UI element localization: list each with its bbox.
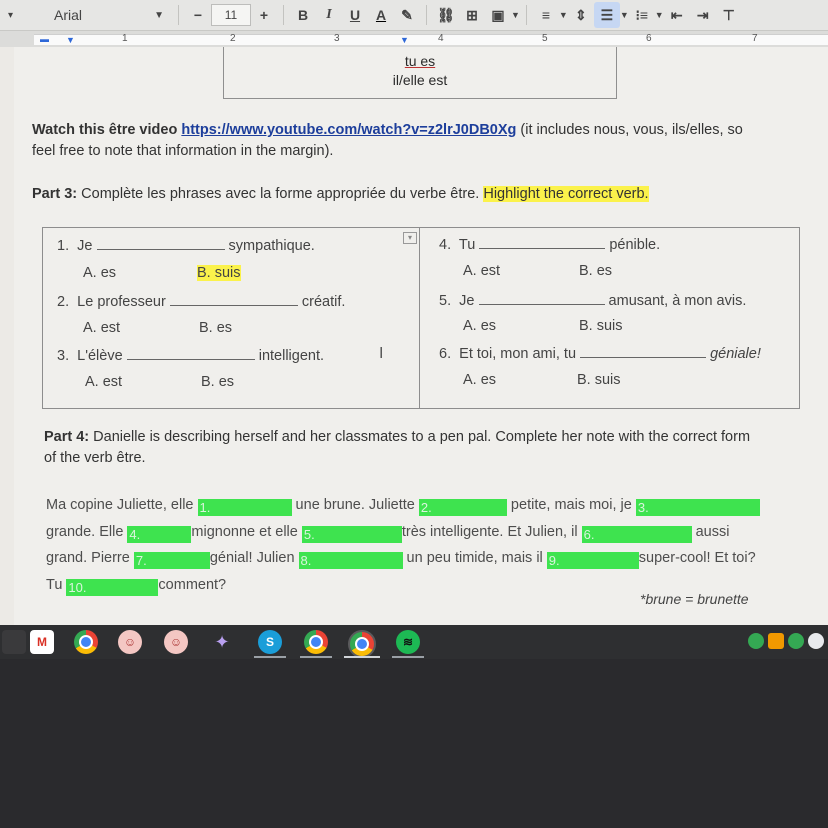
table-divider — [419, 228, 420, 408]
chevron-down-icon[interactable]: ▼ — [619, 10, 629, 20]
highlight-pen-icon[interactable]: ✎ — [401, 6, 413, 23]
skype-icon[interactable]: S — [258, 630, 282, 654]
question-suffix: intelligent. — [258, 348, 325, 364]
choice-a[interactable]: A. est — [83, 320, 121, 336]
font-family-select[interactable] — [46, 2, 172, 28]
answer-box-10[interactable]: 10. — [66, 579, 158, 596]
question-number: 6. — [439, 346, 452, 362]
ruler[interactable] — [0, 31, 828, 47]
increase-font-size-button[interactable]: + — [259, 7, 269, 23]
choice-b[interactable]: B. es — [579, 263, 613, 279]
conjugation-line — [224, 71, 616, 90]
answer-blank[interactable] — [479, 292, 605, 305]
video-instruction-rest: (it includes nous, vous, ils/elles, so — [516, 122, 743, 138]
bulleted-list-icon[interactable]: ⁝≡ — [635, 6, 649, 23]
font-size-input[interactable]: 11 — [211, 4, 251, 26]
tray-icon[interactable] — [748, 633, 764, 649]
tab-stop-icon[interactable]: ▼ — [400, 35, 409, 45]
ruler-number: 7 — [752, 33, 758, 44]
docs-toolbar — [0, 0, 828, 31]
choice-a[interactable]: A. es — [83, 265, 117, 281]
ruler-number: 6 — [646, 33, 652, 44]
choice-a[interactable]: A. est — [85, 374, 123, 390]
video-instruction-heading: Watch this être video — [32, 122, 178, 138]
question-prefix: L'élève — [77, 348, 123, 364]
question-5 — [439, 292, 746, 309]
note-text: petite, mais moi, je — [506, 497, 636, 513]
toolbar-divider — [426, 5, 427, 25]
active-app-indicator — [344, 656, 380, 658]
exercise-table — [42, 227, 800, 409]
chrome-canary-icon[interactable] — [304, 630, 328, 654]
question-prefix: Je — [77, 238, 93, 254]
video-link[interactable]: https://www.youtube.com/watch?v=z2lrJ0DB0Xg — [181, 122, 517, 138]
note-text: super-cool! Et toi? — [638, 550, 756, 566]
chrome-active-icon[interactable] — [348, 630, 376, 658]
question-2 — [57, 293, 345, 310]
note-text: aussi — [691, 523, 730, 540]
conjugation-line-text: il/elle est — [392, 72, 448, 88]
chevron-down-icon[interactable]: ▼ — [654, 10, 664, 20]
choice-a[interactable]: A. es — [463, 318, 497, 334]
conjugation-table-cell — [223, 47, 617, 99]
answer-box-5[interactable]: 5. — [302, 526, 402, 543]
question-3 — [57, 347, 324, 364]
answer-blank[interactable] — [97, 237, 225, 250]
spotify-icon[interactable]: ≋ — [396, 630, 420, 654]
first-line-indent-icon[interactable]: ▼ — [66, 35, 75, 45]
answer-box-3[interactable]: 3. — [636, 499, 760, 516]
conjugation-line: tu es — [404, 53, 436, 69]
toolbar-divider — [283, 5, 284, 25]
part4-heading — [44, 427, 804, 469]
part4-instructions-line2: of the verb être. — [44, 450, 146, 466]
decrease-indent-icon[interactable]: ⇤ — [670, 6, 683, 23]
toolbar-divider — [526, 5, 527, 25]
question-1 — [57, 237, 315, 254]
note-text: Ma copine Juliette, elle — [46, 497, 198, 513]
butterfly-icon[interactable]: ✦ — [214, 631, 230, 652]
question-suffix: sympathique. — [228, 238, 315, 254]
ruler-number: 3 — [334, 33, 340, 44]
text-cursor-icon: I — [379, 345, 384, 362]
text-color-button[interactable]: A — [375, 7, 387, 23]
underline-button[interactable]: U — [349, 7, 361, 23]
answer-box-7[interactable]: 7. — [134, 552, 210, 569]
choice-a[interactable]: A. es — [463, 372, 497, 388]
part4-label: Part 4: — [44, 429, 90, 445]
user-profile-icon[interactable]: ☺ — [118, 630, 142, 654]
answer-box-2[interactable]: 2. — [419, 499, 507, 516]
bold-button[interactable]: B — [297, 7, 309, 23]
insert-link-icon[interactable]: ⛓ — [437, 6, 455, 23]
menu-chevron-icon[interactable]: ▾ — [8, 9, 14, 21]
question-suffix: géniale! — [710, 346, 761, 362]
answer-blank[interactable] — [479, 236, 605, 249]
ruler-number: 5 — [542, 33, 548, 44]
question-suffix: amusant, à mon avis. — [608, 293, 747, 309]
note-text: Tu — [46, 576, 67, 593]
video-instruction-line2: feel free to note that information in the margin). — [32, 143, 334, 159]
table-dropdown-icon[interactable]: ▾ — [403, 232, 417, 244]
note-text: très intelligente. Et Julien, il — [401, 523, 582, 540]
line-spacing-icon[interactable]: ⇕ — [574, 6, 587, 23]
increase-indent-icon[interactable]: ⇥ — [696, 6, 709, 23]
chevron-down-icon[interactable]: ▼ — [511, 10, 520, 20]
video-instructions — [32, 120, 822, 162]
tray-icon[interactable] — [768, 633, 784, 649]
choice-b[interactable]: B. suis — [579, 318, 623, 334]
tray-icon[interactable] — [788, 633, 804, 649]
footnote: *brune = brunette — [640, 591, 749, 607]
question-number: 5. — [439, 293, 452, 309]
answer-blank[interactable] — [170, 293, 298, 306]
answer-box-9[interactable]: 9. — [547, 552, 639, 569]
question-number: 4. — [439, 237, 452, 253]
question-number: 1. — [57, 238, 70, 254]
font-family-value: Arial — [54, 7, 83, 23]
question-prefix: Tu — [458, 237, 476, 253]
italic-button[interactable]: I — [326, 7, 332, 22]
gmail-icon[interactable]: M — [30, 630, 54, 654]
question-prefix: Je — [459, 293, 475, 309]
numbered-list-icon[interactable]: ☰ — [594, 2, 620, 28]
ruler-track — [34, 34, 828, 45]
question-suffix: créatif. — [301, 294, 346, 310]
pen-pal-note — [46, 492, 806, 598]
note-text: grande. Elle — [46, 523, 128, 540]
choice-b[interactable]: B. es — [201, 374, 235, 390]
toolbar-divider — [178, 5, 179, 25]
choice-a[interactable]: A. est — [463, 263, 501, 279]
answer-box-8[interactable]: 8. — [299, 552, 403, 569]
answer-box-6[interactable]: 6. — [582, 526, 692, 543]
question-4 — [439, 236, 660, 253]
clear-formatting-icon[interactable]: ⊤ — [722, 6, 735, 23]
choice-b[interactable]: B. es — [199, 320, 233, 336]
question-6 — [439, 345, 761, 362]
question-number: 2. — [57, 294, 70, 310]
note-text: une brune. Juliette — [291, 497, 419, 513]
note-text: comment? — [158, 576, 227, 593]
left-indent-marker-icon[interactable]: ▬ — [40, 34, 49, 44]
os-taskbar — [0, 625, 828, 659]
chevron-down-icon: ▼ — [154, 9, 164, 21]
ruler-number: 2 — [230, 33, 236, 44]
question-number: 3. — [57, 348, 70, 364]
part3-highlight-instruction: Highlight the correct verb. — [483, 186, 649, 202]
answer-blank[interactable] — [127, 347, 255, 360]
active-app-indicator — [254, 656, 286, 658]
active-app-indicator — [300, 656, 332, 658]
user-profile-icon-2[interactable]: ☺ — [164, 630, 188, 654]
part4-instructions: Danielle is describing herself and her classmates to a pen pal. Complete her note with the correct form — [89, 429, 751, 445]
answer-box-1[interactable]: 1. — [198, 499, 292, 516]
part3-label: Part 3: — [32, 186, 78, 202]
choice-b-highlighted[interactable]: B. suis — [197, 265, 241, 281]
ruler-number: 1 — [122, 33, 128, 44]
part3-heading — [32, 184, 649, 205]
tray-icon[interactable] — [808, 633, 824, 649]
question-suffix: pénible. — [609, 237, 661, 253]
question-prefix: Et toi, mon ami, tu — [459, 346, 577, 362]
insert-comment-icon[interactable]: ⊞ — [466, 6, 478, 23]
align-icon[interactable]: ≡ — [541, 7, 550, 23]
note-text: un peu timide, mais il — [402, 550, 547, 566]
chrome-icon[interactable] — [74, 630, 98, 654]
ruler-number: 4 — [438, 33, 444, 44]
note-text: mignonne et elle — [191, 523, 302, 540]
answer-box-4[interactable]: 4. — [127, 526, 191, 543]
chevron-down-icon[interactable]: ▼ — [558, 10, 568, 20]
document-page[interactable] — [14, 47, 828, 625]
note-text: grand. Pierre — [46, 550, 134, 566]
part3-instructions: Complète les phrases avec la forme appropriée du verbe être. — [77, 186, 484, 202]
answer-blank[interactable] — [580, 345, 706, 358]
question-prefix: Le professeur — [77, 294, 166, 310]
choice-b[interactable]: B. suis — [577, 372, 621, 388]
decrease-font-size-button[interactable]: − — [193, 7, 203, 23]
insert-image-icon[interactable]: ▣ — [491, 6, 505, 23]
note-text: génial! Julien — [209, 550, 299, 566]
launcher-icon[interactable] — [2, 630, 26, 654]
active-app-indicator — [392, 656, 424, 658]
